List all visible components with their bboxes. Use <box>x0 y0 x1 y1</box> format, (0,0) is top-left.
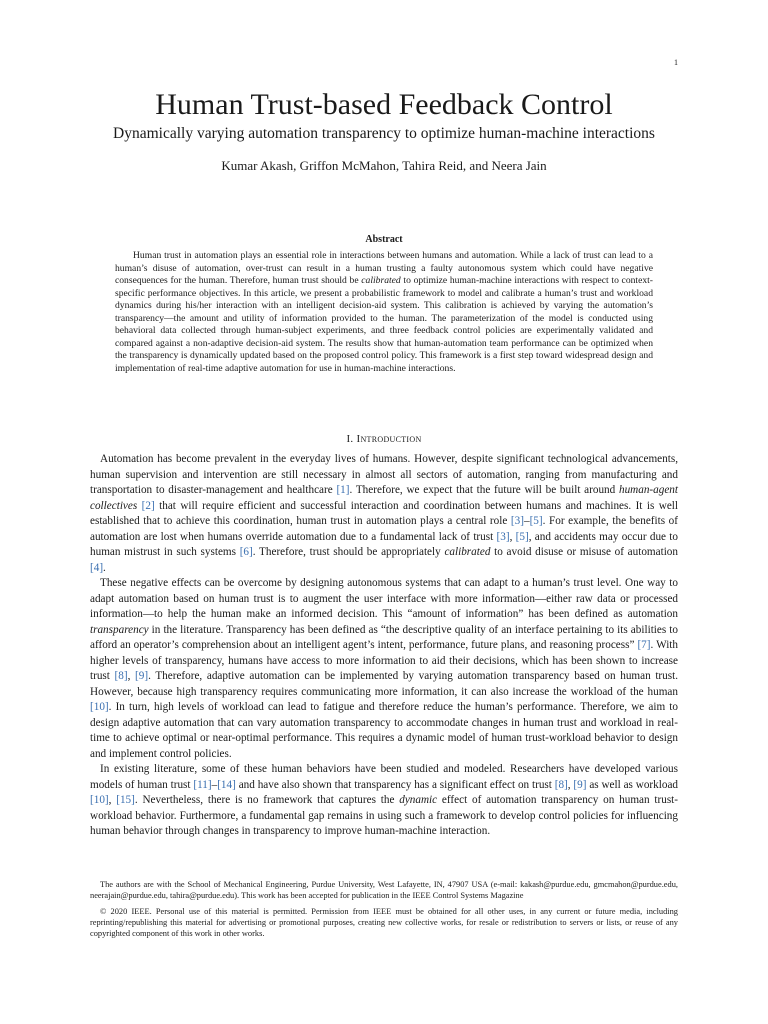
citation-link[interactable]: [7] <box>637 639 651 651</box>
paper-subtitle: Dynamically varying automation transparency to optimize human-machine interactions <box>113 125 655 142</box>
emphasized-term: calibrated <box>444 546 491 558</box>
section-title: Introduction <box>356 433 422 445</box>
citation-link[interactable]: [15] <box>116 794 135 806</box>
title-block <box>90 88 678 174</box>
footnotes <box>90 879 678 944</box>
emphasized-term: human-agent collectives <box>90 484 679 512</box>
copyright-notice: © 2020 IEEE. Personal use of this material is permitted. Permission from IEEE must be obtained for all other uses, in any current or future media, including reprinting/republishing this material for advertising or promotional purposes, creating new collective works, for resale or redistribution to servers or lists, or reuse of any copyrighted component of this work in other works. <box>90 907 678 938</box>
emphasized-term: calibrated <box>361 275 401 286</box>
citation-link[interactable]: [4] <box>90 561 104 574</box>
citation-link[interactable]: [8] <box>554 778 568 791</box>
citation-link[interactable]: [5] <box>529 515 543 527</box>
citation-link[interactable]: [10] <box>90 794 109 806</box>
author-list: Kumar Akash, Griffon McMahon, Tahira Reid, and Neera Jain <box>221 158 547 173</box>
citation-link[interactable]: [11] <box>193 778 212 791</box>
page-number: 1 <box>674 58 678 67</box>
abstract-heading: Abstract <box>365 234 403 245</box>
citation-link[interactable]: [9] <box>573 778 587 791</box>
citation-link[interactable]: [5] <box>515 530 529 543</box>
section-number: I. <box>346 433 354 445</box>
citation-link[interactable]: [1] <box>336 484 350 496</box>
abstract-text: Human trust in automation plays an essential role in interactions between humans and automation. While a lack of trust can lead to a human’s disuse of automation, over-trust can result in a human trusting a faulty autonomous system which could have negative consequences for the human. Therefore, human trust should be calibrated to optimize human-machine interactions with respect to context-specific performance objectives. In this article, we present a probabilistic framework to model and calibrate a human’s trust and workload dynamics during his/her interaction with an intelligent decision-aid system. This calibration is achieved by varying the automation’s transparency—the amount and utility of information provided to the human. The parameterization of the model is conducted using behavioral data collected through human-subject experiments, and three feedback control policies are experimentally validated and compared against a non-adaptive decision-aid system. The results show that human-automation team performance can be optimized when the transparency is dynamically updated based on the proposed control policy. This framework is a first step toward widespread design and implementation of real-time adaptive automation for use in human-machine interactions. <box>115 250 653 374</box>
citation-link[interactable]: [10] <box>90 701 109 713</box>
author-affiliation-footnote: The authors are with the School of Mechanical Engineering, Purdue University, West Lafayette, IN, 47907 USA (e-mail: kakash@purdue.edu, gmcmahon@purdue.edu, neerajain@purdue.edu, tahira@purdue.edu). This work has been accepted for publication in the IEEE Control Systems Magazine <box>90 880 678 900</box>
body-text <box>90 452 678 840</box>
body-paragraph: Automation has become prevalent in the everyday lives of humans. However, despite significant technological advancements, human supervision and intervention are still necessary in almost all sectors of automation, ranging from manufacturing and transportation to disaster-management and healthcare [1]. Therefore, we expect that the future will be built around human-agent collectives [2] that will require efficient and successful interaction and coordination between humans and machines. It is well established that to achieve this coordination, human trust in automation plays a central role [3]–[5]. For example, the benefits of automation are lost when humans override automation due to a fundamental lack of trust [3], [5], and accidents may occur due to human mistrust in such systems [6]. Therefore, trust should be appropriately calibrated to avoid disuse or misuse of automation [4]. <box>90 453 679 574</box>
paper-title: Human Trust-based Feedback Control <box>155 88 613 121</box>
citation-link[interactable]: [8] <box>114 670 128 682</box>
emphasized-term: dynamic <box>399 794 438 806</box>
section-heading <box>90 433 678 445</box>
citation-link[interactable]: [9] <box>135 670 149 682</box>
citation-link[interactable]: [14] <box>217 778 236 791</box>
emphasized-term: transparency <box>90 623 149 636</box>
citation-link[interactable]: [6] <box>239 546 253 558</box>
citation-link[interactable]: [2] <box>141 499 155 512</box>
citation-link[interactable]: [3] <box>510 515 524 527</box>
body-paragraph: These negative effects can be overcome by designing autonomous systems that can adapt to a human’s trust level. One way to adapt automation based on human trust is to augment the user interface with more information—either raw data or processed information—to help the human make an informed decision. This “amount of information” has been defined as automation transparency in the literature. Transparency has been defined as “the descriptive quality of an interface pertaining to its abilities to afford an operator’s comprehension about an intelligent agent’s intent, performance, future plans, and reasoning process” [7]. With higher levels of transparency, humans have access to more information to aid their decisions, which has been shown to increase trust [8], [9]. Therefore, adaptive automation can be implemented by varying automation transparency based on human trust. However, because high transparency requires communicating more information, it can also increase the workload of the human [10]. In turn, high levels of workload can lead to fatigue and therefore reduce the human’s performance. Therefore, we aim to design adaptive automation that can vary automation transparency to accommodate changes in human trust and workload in real-time to achieve optimal or near-optimal performance. This requires a dynamic model of human trust-workload behavior to design and implement control policies. <box>90 577 679 760</box>
citation-link[interactable]: [3] <box>496 530 510 543</box>
body-paragraph: In existing literature, some of these human behaviors have been studied and modeled. Researchers have developed various models of human trust [11]–[14] and have also shown that transparency has a significant effect on trust [8], [9] as well as workload [10], [15]. Nevertheless, there is no framework that captures the dynamic effect of automation transparency on human trust-workload behavior. Furthermore, a fundamental gap remains in using such a framework to develop control policies for influencing human behavior through changes in transparency to improve human-machine interaction. <box>90 763 679 837</box>
